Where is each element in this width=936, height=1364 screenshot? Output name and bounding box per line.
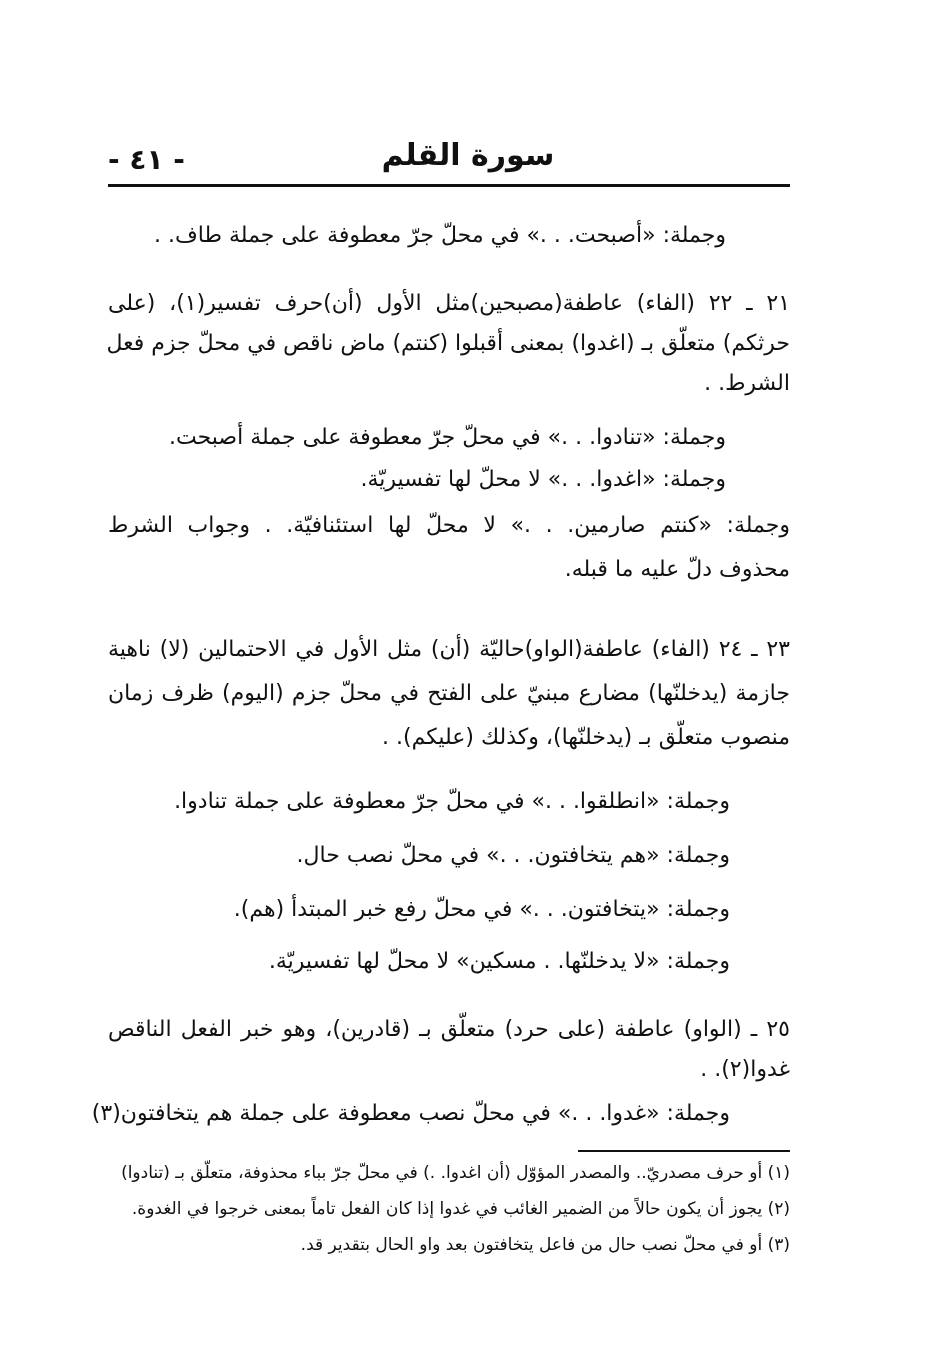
page-number: - ٤١ - <box>108 143 185 176</box>
verse-25-line-2: غدوا(٢). . <box>700 1057 790 1082</box>
footnote-3: (٣) أو في محلّ نصب حال من فاعل يتخافتون بعد واو الحال بتقدير قد. <box>300 1235 790 1255</box>
footnote-divider <box>578 1150 790 1152</box>
page-title: سورة القلم <box>381 138 555 173</box>
header-divider <box>108 184 790 187</box>
verse-21-22-line-1: ٢١ ـ ٢٢ (الفاء) عاطفة(مصبحين)مثل الأول (أن)حرف تفسير(١)، (على <box>108 291 791 316</box>
verse-23-24-line-2: جازمة (يدخلنّها) مضارع مبنيّ على الفتح في محلّ جزم (اليوم) ظرف زمان <box>108 681 790 706</box>
verse-21-22-line-2: حرثكم) متعلّق بـ (اغدوا) بمعنى أقبلوا (كنتم) ماض ناقص في محلّ جزم فعل <box>106 331 790 356</box>
sentence-analysis: وجملة: «تنادوا. . .» في محلّ جرّ معطوفة على جملة أصبحت. <box>169 425 726 450</box>
sentence-analysis: وجملة: «هم يتخافتون. . .» في محلّ نصب حال. <box>296 843 730 868</box>
footnote-2: (٢) يجوز أن يكون حالاً من الضمير الغائب في غدوا إذا كان الفعل تاماً بمعنى خرجوا في الغدوة. <box>131 1199 790 1219</box>
sentence-analysis: وجملة: «كنتم صارمين. . .» لا محلّ لها استئنافيّة. . وجواب الشرط <box>108 513 790 538</box>
footnote-1: (١) أو حرف مصدريّ.. والمصدر المؤوّل (أن اغدوا. .) في محلّ جرّ بباء محذوفة، متعلّق بـ (تنادوا) <box>121 1163 790 1183</box>
sentence-analysis: وجملة: «غدوا. . .» في محلّ نصب معطوفة على جملة هم يتخافتون(٣) <box>91 1101 730 1126</box>
sentence-analysis: وجملة: «يتخافتون. . .» في محلّ رفع خبر المبتدأ (هم). <box>233 897 730 922</box>
sentence-analysis: وجملة: «اغدوا. . .» لا محلّ لها تفسيريّة. <box>360 467 726 492</box>
sentence-analysis: وجملة: «انطلقوا. . .» في محلّ جرّ معطوفة على جملة تنادوا. <box>174 789 730 814</box>
sentence-analysis: وجملة: «لا يدخلنّها. . مسكين» لا محلّ لها تفسيريّة. <box>268 949 730 974</box>
verse-25-line-1: ٢٥ ـ (الواو) عاطفة (على حرد) متعلّق بـ (قادرين)، وهو خبر الفعل الناقص <box>108 1017 790 1042</box>
verse-21-22-line-3: الشرط. . <box>704 371 790 396</box>
verse-23-24-line-3: منصوب متعلّق بـ (يدخلنّها)، وكذلك (عليكم). . <box>382 725 790 750</box>
verse-23-24-line-1: ٢٣ ـ ٢٤ (الفاء) عاطفة(الواو)حاليّة (أن) مثل الأول في الاحتمالين (لا) ناهية <box>108 637 790 662</box>
text-line: وجملة: «أصبحت. . .» في محلّ جرّ معطوفة على جملة طاف. . <box>154 223 726 248</box>
sentence-analysis-cont: محذوف دلّ عليه ما قبله. <box>564 557 790 582</box>
